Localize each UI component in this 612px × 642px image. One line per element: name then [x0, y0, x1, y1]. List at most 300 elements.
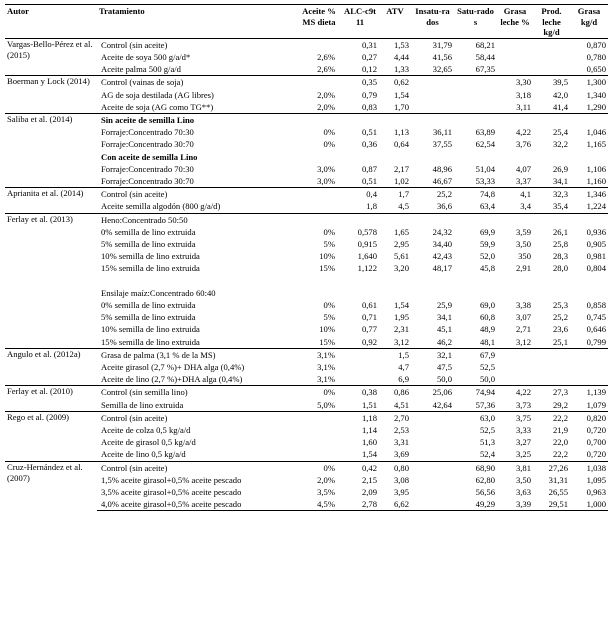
milk-fat-pct-cell: 3,37	[515, 176, 531, 187]
alc-cell: 0,71	[361, 312, 377, 323]
milk-yield-cell: 28,3	[552, 251, 568, 262]
milk-fat-pct-cell: 3,39	[497, 498, 533, 511]
milk-yield-cell: 21,9	[552, 425, 568, 436]
unsaturated-cell	[411, 89, 454, 101]
atv-cell: 3,20	[393, 263, 409, 274]
treatment-cell: Aceite de colza 0,5 kg/a/d	[101, 425, 191, 436]
alc-cell: 1,122	[357, 263, 377, 274]
oil-pct-cell	[297, 436, 341, 448]
fat-kgd-cell	[570, 361, 608, 373]
milk-yield-cell: 25,1	[552, 336, 568, 347]
oil-pct-cell: 2,6%	[317, 51, 335, 62]
header-alc: ALC-c9t11	[344, 6, 376, 27]
unsaturated-cell: 36,6	[436, 201, 452, 212]
alc-cell: 0,38	[341, 386, 379, 399]
milk-fat-pct-cell: 3,81	[497, 461, 533, 474]
saturated-cell: 63,4	[479, 201, 495, 212]
fat-kgd-cell: 1,300	[570, 76, 608, 89]
milk-fat-pct-cell: 4,07	[515, 163, 531, 174]
saturated-cell: 45,8	[479, 263, 495, 274]
treatment-cell: 3,5% aceite girasol+0,5% aceite pescado	[101, 487, 242, 498]
treatment-cell: 5% semilla de lino extruida	[101, 312, 196, 323]
fat-kgd-cell: 0,799	[586, 336, 606, 347]
alc-cell: 2,15	[361, 474, 377, 485]
author-cell: Angulo et al. (2012a)	[5, 348, 97, 386]
milk-yield-cell	[533, 361, 570, 373]
unsaturated-cell: 37,55	[432, 139, 452, 150]
atv-cell: 2,31	[393, 324, 409, 335]
saturated-cell: 56,56	[475, 487, 495, 498]
fat-kgd-cell: 1,224	[586, 201, 606, 212]
unsaturated-cell: 24,32	[432, 226, 452, 237]
fat-kgd-cell: 0,936	[586, 226, 606, 237]
atv-cell: 5,61	[393, 251, 409, 262]
atv-cell: 1,95	[393, 312, 409, 323]
unsaturated-cell	[411, 76, 454, 89]
milk-fat-pct-cell: 3,33	[515, 425, 531, 436]
milk-fat-pct-cell	[497, 63, 533, 76]
atv-cell: 3,31	[393, 437, 409, 448]
atv-cell: 3,12	[393, 336, 409, 347]
alc-cell: 1,18	[341, 411, 379, 424]
treatment-cell: Aceite de lino (2,7 %)+DHA alga (0,4%)	[101, 374, 243, 385]
fat-kgd-cell: 0,963	[586, 487, 606, 498]
oil-pct-cell	[297, 411, 341, 424]
treatment-cell: Aceite palma 500 g/a/d	[101, 64, 181, 75]
oil-pct-cell: 2,6%	[317, 64, 335, 75]
saturated-cell: 52,5	[479, 425, 495, 436]
atv-cell: 1,70	[393, 101, 409, 112]
author-cell: Saliba et al. (2014)	[5, 114, 97, 188]
header-autor: Autor	[7, 6, 29, 16]
spacer-cell	[97, 275, 608, 287]
header-aceite: Aceite % MS dieta	[302, 6, 336, 27]
atv-cell: 0,86	[379, 386, 411, 399]
table-row	[5, 76, 608, 89]
treatment-cell: AG de soja destilada (AG libres)	[101, 89, 214, 100]
milk-yield-cell: 23,6	[552, 324, 568, 335]
milk-fat-pct-cell: 2,91	[515, 263, 531, 274]
treatment-cell: Aceite girasol (2,7 %)+ DHA alga (0,4%)	[101, 362, 245, 373]
oil-pct-cell: 5%	[323, 312, 335, 323]
saturated-cell: 59,9	[479, 239, 495, 250]
milk-fat-pct-cell	[497, 361, 533, 373]
table-row	[5, 348, 608, 361]
milk-yield-cell: 25,3	[552, 300, 568, 311]
alc-cell: 1,54	[361, 449, 377, 460]
fat-kgd-cell	[570, 373, 608, 386]
oil-pct-cell: 0%	[297, 461, 341, 474]
unsaturated-cell: 36,11	[432, 127, 452, 138]
fat-kgd-cell: 0,720	[586, 425, 606, 436]
milk-fat-pct-cell: 3,38	[515, 300, 531, 311]
milk-fat-pct-cell: 3,4	[520, 201, 531, 212]
alc-cell: 2,09	[361, 487, 377, 498]
atv-cell: 1,53	[379, 38, 411, 51]
milk-fat-pct-cell: 3,27	[515, 437, 531, 448]
subgroup-label: Con aceite de semilla Lino	[101, 151, 198, 162]
oil-pct-cell: 3,0%	[317, 163, 335, 174]
table-row	[5, 386, 608, 399]
saturated-cell: 57,36	[475, 399, 495, 410]
treatment-cell: 0% semilla de lino extruida	[101, 226, 196, 237]
alc-cell: 1,640	[357, 251, 377, 262]
milk-yield-cell: 31,31	[548, 474, 568, 485]
fat-kgd-cell: 0,870	[570, 38, 608, 51]
saturated-cell: 74,8	[454, 188, 497, 201]
fat-kgd-cell: 1,346	[570, 188, 608, 201]
unsaturated-cell: 31,79	[411, 38, 454, 51]
fat-kgd-cell: 1,046	[586, 127, 606, 138]
alc-cell: 0,79	[361, 89, 377, 100]
unsaturated-cell: 47,5	[436, 362, 452, 373]
results-table	[5, 4, 608, 511]
saturated-cell	[454, 89, 497, 101]
header-tratamiento: Tratamiento	[99, 6, 145, 16]
treatment-cell: Control (sin aceite)	[97, 411, 297, 424]
saturated-cell: 52,0	[479, 251, 495, 262]
treatment-cell: Control (sin aceite)	[97, 38, 297, 51]
treatment-cell: Aceite de girasol 0,5 kg/a/d	[101, 437, 196, 448]
treatment-cell: Semilla de lino extruida	[101, 399, 184, 410]
table-row	[5, 411, 608, 424]
saturated-cell: 49,29	[454, 498, 497, 511]
oil-pct-cell: 2,0%	[317, 101, 335, 112]
milk-fat-pct-cell: 3,07	[515, 312, 531, 323]
milk-yield-cell	[533, 373, 570, 386]
milk-yield-cell	[533, 38, 570, 51]
alc-cell: 0,36	[361, 139, 377, 150]
milk-fat-pct-cell: 350	[518, 251, 531, 262]
oil-pct-cell: 3,1%	[317, 374, 335, 385]
atv-cell: 1,5	[379, 348, 411, 361]
unsaturated-cell: 25,9	[436, 300, 452, 311]
milk-yield-cell: 22,2	[533, 411, 570, 424]
milk-yield-cell: 22,0	[552, 437, 568, 448]
milk-yield-cell: 29,2	[552, 399, 568, 410]
unsaturated-cell	[411, 461, 454, 474]
fat-kgd-cell: 0,646	[586, 324, 606, 335]
table-body	[5, 38, 608, 511]
saturated-cell: 67,35	[475, 64, 495, 75]
alc-cell: 0,27	[361, 51, 377, 62]
oil-pct-cell: 5,0%	[317, 399, 335, 410]
milk-fat-pct-cell: 3,11	[516, 101, 531, 112]
author-cell: Ferlay et al. (2010)	[5, 386, 97, 411]
treatment-cell: 0% semilla de lino extruida	[101, 300, 196, 311]
unsaturated-cell: 42,64	[432, 399, 452, 410]
atv-cell: 0,80	[379, 461, 411, 474]
saturated-cell	[454, 101, 497, 114]
unsaturated-cell: 32,65	[432, 64, 452, 75]
atv-cell: 1,54	[393, 300, 409, 311]
milk-fat-pct-cell: 3,30	[497, 76, 533, 89]
alc-cell: 1,8	[366, 201, 377, 212]
milk-yield-cell: 41,4	[552, 101, 568, 112]
milk-yield-cell: 35,4	[552, 201, 568, 212]
milk-fat-pct-cell: 3,75	[497, 411, 533, 424]
treatment-cell: Control (vainas de soja)	[97, 76, 297, 89]
fat-kgd-cell: 1,290	[586, 101, 606, 112]
treatment-cell: Forraje:Concentrado 30:70	[101, 139, 194, 150]
milk-fat-pct-cell: 3,12	[515, 336, 531, 347]
table-row	[5, 461, 608, 474]
unsaturated-cell	[411, 448, 454, 461]
oil-pct-cell	[297, 448, 341, 461]
saturated-cell: 62,54	[475, 139, 495, 150]
atv-cell: 6,62	[379, 498, 411, 511]
oil-pct-cell: 2,0%	[317, 474, 335, 485]
unsaturated-cell: 41,56	[432, 51, 452, 62]
fat-kgd-cell	[570, 348, 608, 361]
oil-pct-cell: 0%	[323, 139, 335, 150]
fat-kgd-cell: 0,720	[586, 449, 606, 460]
alc-cell: 0,578	[357, 226, 377, 237]
oil-pct-cell: 3,1%	[317, 362, 335, 373]
treatment-cell: Aceite semilla algodón (800 g/a/d)	[101, 201, 221, 212]
saturated-cell: 63,0	[454, 411, 497, 424]
treatment-cell: 15% semilla de lino extruida	[101, 263, 200, 274]
unsaturated-cell: 46,2	[436, 336, 452, 347]
milk-fat-pct-cell: 2,71	[515, 324, 531, 335]
header-atv: ATV	[386, 6, 404, 16]
atv-cell: 3,69	[393, 449, 409, 460]
oil-pct-cell: 15%	[319, 263, 335, 274]
atv-cell: 1,13	[393, 127, 409, 138]
atv-cell: 3,95	[393, 487, 409, 498]
treatment-cell: 10% semilla de lino extruida	[101, 251, 200, 262]
treatment-cell: 1,5% aceite girasol+0,5% aceite pescado	[101, 474, 242, 485]
milk-yield-cell: 27,26	[533, 461, 570, 474]
milk-fat-pct-cell	[497, 38, 533, 51]
oil-pct-cell: 3,5%	[317, 487, 335, 498]
saturated-cell: 51,3	[479, 437, 495, 448]
subgroup-label: Heno:Concentrado 50:50	[97, 213, 608, 226]
header-prod-leche: Prod. leche kg/d	[541, 6, 562, 38]
saturated-cell: 48,1	[479, 336, 495, 347]
treatment-cell: Forraje:Concentrado 70:30	[101, 127, 194, 138]
unsaturated-cell	[411, 411, 454, 424]
oil-pct-cell	[297, 38, 341, 51]
saturated-cell: 62,80	[475, 474, 495, 485]
treatment-cell: Aceite de lino 0,5 kg/a/d	[101, 449, 186, 460]
header-grasa-leche: Grasa leche %	[500, 6, 530, 27]
oil-pct-cell	[297, 200, 341, 213]
table-row	[5, 114, 608, 127]
atv-cell: 2,70	[379, 411, 411, 424]
author-cell: Rego et al. (2009)	[5, 411, 97, 461]
alc-cell: 0,51	[361, 176, 377, 187]
milk-fat-pct-cell: 3,63	[515, 487, 531, 498]
alc-cell: 0,83	[361, 101, 377, 112]
oil-pct-cell: 10%	[319, 324, 335, 335]
treatment-cell: Control (sin aceite)	[97, 188, 297, 201]
oil-pct-cell: 0%	[323, 226, 335, 237]
oil-pct-cell: 5%	[323, 239, 335, 250]
treatment-cell: Grasa de palma (3,1 % de la MS)	[97, 348, 297, 361]
fat-kgd-cell: 1,139	[570, 386, 608, 399]
milk-fat-pct-cell: 3,76	[515, 139, 531, 150]
atv-cell: 1,33	[393, 64, 409, 75]
table-row	[5, 188, 608, 201]
atv-cell: 4,44	[393, 51, 409, 62]
subgroup-label: Sin aceite de semilla Lino	[97, 114, 608, 127]
fat-kgd-cell: 1,160	[586, 176, 606, 187]
saturated-cell: 67,9	[454, 348, 497, 361]
alc-cell: 0,4	[341, 188, 379, 201]
unsaturated-cell	[411, 498, 454, 511]
fat-kgd-cell: 1,000	[570, 498, 608, 511]
atv-cell: 1,54	[393, 89, 409, 100]
alc-cell: 0,77	[361, 324, 377, 335]
milk-fat-pct-cell: 3,25	[515, 449, 531, 460]
milk-fat-pct-cell: 3,50	[515, 474, 531, 485]
oil-pct-cell	[297, 424, 341, 436]
header-row	[5, 5, 608, 39]
milk-yield-cell: 39,5	[533, 76, 570, 89]
unsaturated-cell	[411, 424, 454, 436]
saturated-cell: 68,21	[454, 38, 497, 51]
atv-cell: 1,7	[379, 188, 411, 201]
milk-yield-cell	[533, 63, 570, 76]
milk-yield-cell: 32,2	[552, 139, 568, 150]
author-cell: Vargas-Bello-Pérez et al. (2015)	[5, 38, 97, 76]
milk-fat-pct-cell: 3,50	[515, 239, 531, 250]
alc-cell: 1,60	[361, 437, 377, 448]
fat-kgd-cell: 0,780	[586, 51, 606, 62]
milk-yield-cell: 25,2	[552, 312, 568, 323]
milk-yield-cell: 28,0	[552, 263, 568, 274]
subgroup-label: Ensilaje maíz:Concentrado 60:40	[101, 287, 216, 298]
atv-cell: 4,51	[393, 399, 409, 410]
saturated-cell: 52,5	[479, 362, 495, 373]
atv-cell: 3,08	[393, 474, 409, 485]
atv-cell: 4,7	[398, 362, 409, 373]
atv-cell: 6,9	[398, 374, 409, 385]
unsaturated-cell: 32,1	[411, 348, 454, 361]
unsaturated-cell: 25,06	[411, 386, 454, 399]
milk-yield-cell: 27,3	[533, 386, 570, 399]
milk-yield-cell: 29,51	[533, 498, 570, 511]
table-row	[5, 38, 608, 51]
oil-pct-cell	[297, 76, 341, 89]
saturated-cell: 50,0	[479, 374, 495, 385]
oil-pct-cell	[297, 188, 341, 201]
oil-pct-cell: 10%	[319, 251, 335, 262]
alc-cell: 1,51	[361, 399, 377, 410]
unsaturated-cell: 48,96	[432, 163, 452, 174]
milk-yield-cell: 22,2	[552, 449, 568, 460]
atv-cell: 1,65	[393, 226, 409, 237]
author-cell: Boerman y Lock (2014)	[5, 76, 97, 114]
saturated-cell: 69,0	[479, 300, 495, 311]
treatment-cell: Forraje:Concentrado 30:70	[101, 176, 194, 187]
milk-yield-cell	[533, 51, 570, 63]
alc-cell: 0,915	[357, 239, 377, 250]
fat-kgd-cell: 1,165	[586, 139, 606, 150]
unsaturated-cell: 42,43	[432, 251, 452, 262]
alc-cell	[341, 373, 379, 386]
treatment-cell: Control (sin semilla lino)	[97, 386, 297, 399]
alc-cell: 0,12	[361, 64, 377, 75]
unsaturated-cell: 25,2	[411, 188, 454, 201]
alc-cell: 0,61	[361, 300, 377, 311]
unsaturated-cell: 50,0	[436, 374, 452, 385]
oil-pct-cell: 15%	[319, 336, 335, 347]
fat-kgd-cell: 0,700	[586, 437, 606, 448]
milk-yield-cell: 25,8	[552, 239, 568, 250]
milk-fat-pct-cell: 3,59	[515, 226, 531, 237]
saturated-cell	[454, 76, 497, 89]
fat-kgd-cell: 1,106	[586, 163, 606, 174]
atv-cell: 2,53	[393, 425, 409, 436]
unsaturated-cell	[411, 486, 454, 498]
fat-kgd-cell: 0,804	[586, 263, 606, 274]
unsaturated-cell	[411, 101, 454, 114]
alc-cell	[341, 348, 379, 361]
header-grasa-kgd: Grasa kg/d	[577, 6, 601, 27]
author-cell: Cruz-Hernández et al. (2007)	[5, 461, 97, 511]
milk-yield-cell: 26,1	[552, 226, 568, 237]
saturated-cell: 52,4	[479, 449, 495, 460]
milk-fat-pct-cell	[497, 348, 533, 361]
fat-kgd-cell: 1,340	[586, 89, 606, 100]
alc-cell: 0,35	[341, 76, 379, 89]
fat-kgd-cell: 0,905	[586, 239, 606, 250]
treatment-cell: 15% semilla de lino extruida	[101, 336, 200, 347]
fat-kgd-cell: 0,745	[586, 312, 606, 323]
alc-cell: 2,78	[341, 498, 379, 511]
milk-yield-cell: 26,55	[548, 487, 568, 498]
milk-fat-pct-cell	[497, 51, 533, 63]
unsaturated-cell	[411, 436, 454, 448]
milk-fat-pct-cell: 3,73	[515, 399, 531, 410]
milk-fat-pct-cell: 4,1	[497, 188, 533, 201]
atv-cell: 0,64	[393, 139, 409, 150]
unsaturated-cell: 34,1	[436, 312, 452, 323]
author-cell: Ferlay et al. (2013)	[5, 213, 97, 348]
treatment-cell: Aceite de soya 500 g/a/d*	[101, 51, 191, 62]
treatment-cell: Forraje:Concentrado 70:30	[101, 163, 194, 174]
unsaturated-cell	[411, 474, 454, 486]
alc-cell: 0,42	[341, 461, 379, 474]
treatment-cell: 4,0% aceite girasol+0,5% aceite pescado	[97, 498, 297, 511]
milk-fat-pct-cell	[497, 373, 533, 386]
fat-kgd-cell: 0,650	[586, 64, 606, 75]
milk-yield-cell: 42,0	[552, 89, 568, 100]
alc-cell: 0,51	[361, 127, 377, 138]
alc-cell: 1,14	[361, 425, 377, 436]
alc-cell: 0,87	[361, 163, 377, 174]
fat-kgd-cell: 0,820	[570, 411, 608, 424]
saturated-cell: 58,44	[475, 51, 495, 62]
unsaturated-cell: 46,67	[432, 176, 452, 187]
table-row	[5, 213, 608, 226]
fat-kgd-cell: 0,981	[586, 251, 606, 262]
atv-cell: 2,17	[393, 163, 409, 174]
alc-cell	[341, 361, 379, 373]
treatment-cell: 10% semilla de lino extruida	[101, 324, 200, 335]
unsaturated-cell: 48,17	[432, 263, 452, 274]
unsaturated-cell: 45,1	[436, 324, 452, 335]
saturated-cell: 69,9	[479, 226, 495, 237]
saturated-cell: 63,89	[475, 127, 495, 138]
milk-yield-cell: 25,4	[552, 127, 568, 138]
treatment-cell: Aceite de soja (AG como TG**)	[101, 101, 214, 112]
oil-pct-cell: 0%	[323, 127, 335, 138]
oil-pct-cell: 0%	[323, 300, 335, 311]
alc-cell: 0,31	[341, 38, 379, 51]
